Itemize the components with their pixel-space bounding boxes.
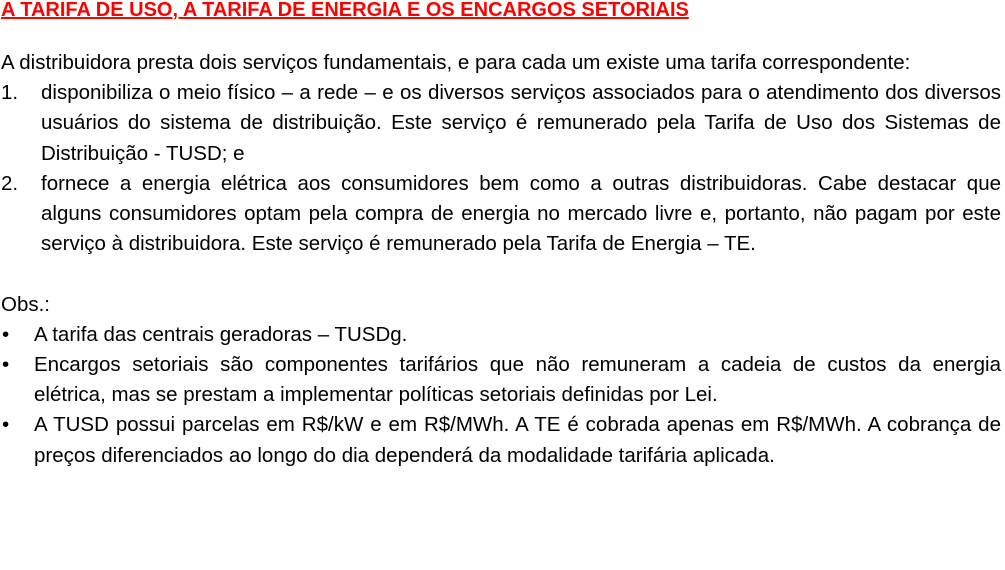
service-text: disponibiliza o meio físico – a rede – e os diversos serviços associados para o atendimento dos diversos usuários do sistema de distribuição. Este serviço é remunerado pela Tarifa de Uso dos Sistemas de Distribuição - TUSD; e [41,81,1001,165]
obs-item [1,410,1001,470]
service-text: fornece a energia elétrica aos consumidores bem como a outras distribuidoras. Cabe destacar que alguns consumidores optam pela compra de energia no mercado livre e, portanto, não pagam por este serviço à distribuidora. Este serviço é remunerado pela Tarifa de Energia – TE. [41,171,1001,256]
paragraph-spacer [1,259,1001,289]
document-body [1,48,1001,471]
obs-item [1,350,1001,410]
list-number: 2. [1,171,19,195]
obs-text: A tarifa das centrais geradoras – TUSDg. [34,322,408,346]
obs-text: A TUSD possui parcelas em R$/kW e em R$/MWh. A TE é cobrada apenas em R$/MWh. A cobrança de preços diferenciados ao longo do dia dependerá da modalidade tarifária aplicada. [34,413,1001,467]
bullet-icon: • [2,322,10,346]
intro-paragraph: A distribuidora presta dois serviços fundamentais, e para cada um existe uma tarifa correspondente: [1,51,911,74]
list-number: 1. [1,81,19,105]
obs-label: Obs.: [1,292,50,316]
service-item [1,169,1001,260]
page-title: A TARIFA DE USO, A TARIFA DE ENERGIA E OS ENCARGOS SETORIAIS [1,0,689,21]
service-item [1,78,1001,169]
bullet-icon: • [2,413,10,437]
services-list [1,78,1001,259]
obs-text: Encargos setoriais são componentes tarifários que não remuneram a cadeia de custos da energia elétrica, mas se prestam a implementar políticas setoriais definidas por Lei. [34,353,1001,407]
bullet-icon: • [2,353,10,377]
obs-item [1,320,1001,350]
obs-list [1,320,1001,471]
